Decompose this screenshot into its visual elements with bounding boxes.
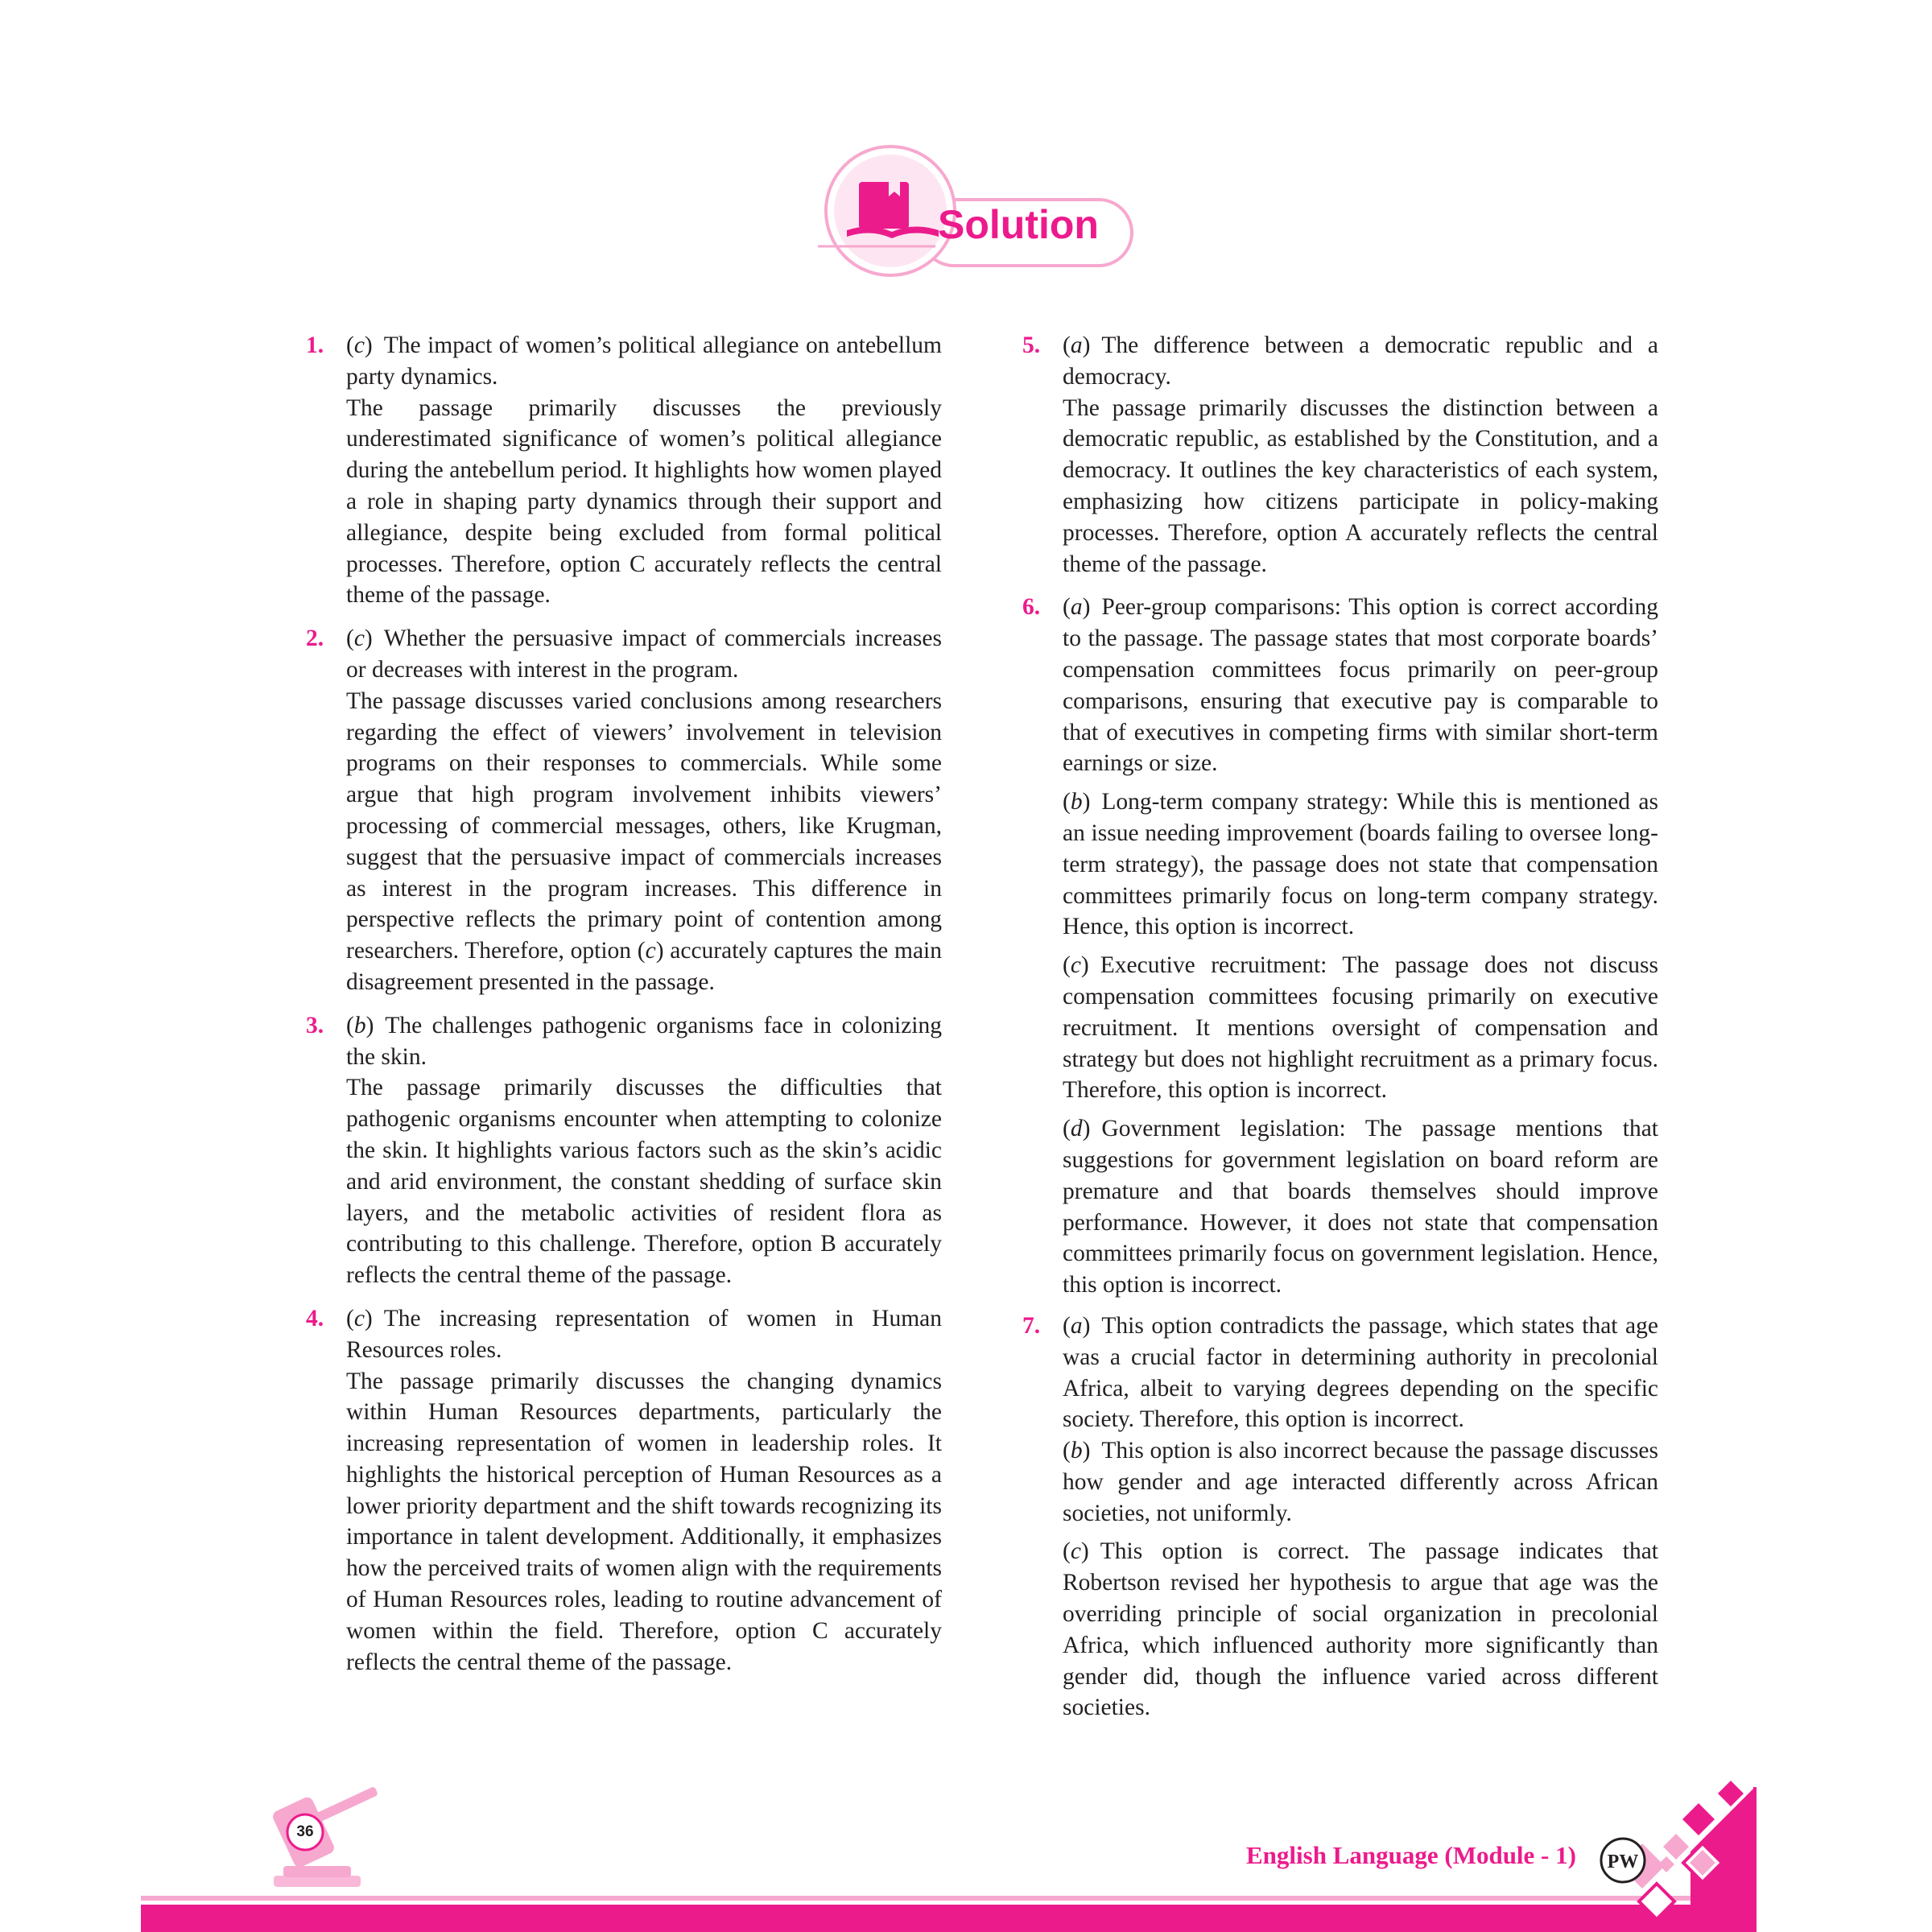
answer-text: The challenges pathogenic organisms face in colonizing the skin. — [346, 1012, 942, 1070]
solution-5: 5. (a) The difference between a democratic republic and a democracy. The passage primarily discusses the distinction between a democratic republic, as established by the Constitution, and a democracy. It outlines the key characteristics of each system, emphasizing how citizens participate in policy-making processes. Therefore, option A accurately reflects the central theme of the passage. — [1022, 330, 1658, 580]
solution-2: 2. (c) Whether the persuasive impact of commercials increases or decreases with interest in the program. The passage discusses varied conclusions among researchers regarding the effect of viewers’ involvement in television programs on their responses to commercials. While some argue that high program involvement inhibits viewers’ processing of commercial messages, others, like Krugman, suggest that the persuasive impact of commercials increases as interest in the program increases. This difference in perspective reflects the primary point of contention among researchers. Therefore, option (c) accurately captures the main disagreement presented in the passage. — [306, 623, 942, 998]
option-c: (c) This option is correct. The passage indicates that Robertson revised her hypothesis to argue that age was the overriding principle of social organization in precolonial Africa, which influenced authority more significantly than gender did, though the influence varied across different societies. — [1063, 1538, 1658, 1721]
right-column — [1022, 330, 1658, 1736]
solution-number: 1. — [306, 332, 324, 358]
option-d: (d) Government legislation: The passage mentions that suggestions for government legislation on board reform are premature and that boards themselves should improve performance. However, it does not state that compensation committees primarily focus on government legislation. Hence, this option is incorrect. — [1063, 1116, 1658, 1298]
solution-6 — [1022, 592, 1658, 1301]
solution-4: 4. (c) The increasing representation of women in Human Resources roles. The passage primarily discusses the changing dynamics within Human Resources departments, particularly the increasing representation of women in leadership roles. It highlights the historical perception of Human Resources as a lower priority department and the shift towards recognizing its importance in talent development. Additionally, it emphasizes how the perceived traits of women align with the requirements of Human Resources roles, leading to routine advancement of women within the field. Therefore, option C accurately reflects the central theme of the passage. — [306, 1303, 942, 1678]
answer-letter: b — [353, 1012, 366, 1038]
pw-logo-icon — [1600, 1837, 1646, 1884]
answer-letter: c — [353, 625, 365, 652]
option-a: (a) This option contradicts the passage, which states that age was a crucial factor in determining authority in precolonial Africa, albeit to varying degrees depending on the specific society. Therefore, this option is incorrect. — [1063, 1312, 1658, 1433]
option-c: (c) Executive recruitment: The passage does not discuss compensation committees focusing primarily on executive recruitment. It mentions oversight of compensation and strategy but does not highlight recruitment as a primary focus. Therefore, this option is incorrect. — [1063, 952, 1658, 1104]
solution-1: 1. (c) The impact of women’s political allegiance on antebellum party dynamics. The passage primarily discusses the previously underestimated significance of women’s political allegiance during the antebellum period. It highlights how women played a role in shaping party dynamics through their support and allegiance, despite being excluded from formal political processes. Therefore, option C accurately reflects the central theme of the passage. — [306, 330, 942, 611]
solution-number: 3. — [306, 1012, 324, 1038]
answer-letter: a — [1070, 332, 1083, 358]
option-a: (a) Peer-group comparisons: This option is correct according to the passage. The passage states that most corporate boards’ compensation committees focus primarily on peer-group comparisons, ensuring that executive pay is comparable to that of executives in competing firms with similar short-term earnings or size. — [1063, 594, 1658, 777]
pw-logo-text: PW — [1607, 1852, 1639, 1872]
explanation: The passage primarily discusses the distinction between a democratic republic, as established by the Constitution, and a democracy. It outlines the key characteristics of each system, emphasizing how citizens participate in policy-making processes. Therefore, option A accurately reflects the central theme of the passage. — [1063, 394, 1658, 577]
page-number: 36 — [296, 1823, 314, 1840]
answer-text: The increasing representation of women in Human Resources roles. — [346, 1305, 942, 1363]
solution-7 — [1022, 1311, 1658, 1724]
explanation: The passage primarily discusses the difficulties that pathogenic organisms encounter when attempting to colonize the skin. It highlights various factors such as the skin’s acidic and arid environment, the constant shedding of surface skin layers, and the metabolic activities of resident flora as contributing to this challenge. Therefore, option B accurately reflects the central theme of the passage. — [346, 1075, 942, 1289]
page-title: Solution — [938, 202, 1099, 247]
solution-number: 5. — [1022, 332, 1041, 358]
explanation: The passage primarily discusses the changing dynamics within Human Resources departments, particularly the increasing representation of women in leadership roles. It highlights the historical perception of Human Resources as a lower priority department and the shift towards recognizing its importance in talent development. Additionally, it emphasizes how the perceived traits of women align with the requirements of Human Resources roles, leading to routine advancement of women within the field. Therefore, option C accurately reflects the central theme of the passage. — [346, 1368, 942, 1675]
solution-number: 2. — [306, 625, 324, 652]
book-title: English Language (Module - 1) — [1246, 1841, 1576, 1869]
solution-3: 3. (b) The challenges pathogenic organisms face in colonizing the skin. The passage primarily discusses the difficulties that pathogenic organisms encounter when attempting to colonize the skin. It highlights various factors such as the skin’s acidic and arid environment, the constant shedding of surface skin layers, and the metabolic activities of resident flora as contributing to this challenge. Therefore, option B accurately reflects the central theme of the passage. — [306, 1010, 942, 1291]
solution-number: 6. — [1022, 594, 1041, 621]
answer-letter: c — [353, 1305, 365, 1331]
answer-text: The difference between a democratic republic and a democracy. — [1063, 332, 1658, 390]
option-b: (b) Long-term company strategy: While this is mentioned as an issue needing improvement (boards failing to oversee long-term strategy), the passage does not state that compensation committees primarily focus on long-term company strategy. Hence, this option is incorrect. — [1063, 789, 1658, 940]
answer-text: The impact of women’s political allegiance on antebellum party dynamics. — [346, 332, 942, 390]
left-column — [306, 330, 942, 1690]
option-b: (b) This option is also incorrect because the passage discusses how gender and age interacted differently across African societies, not uniformly. — [1063, 1438, 1658, 1526]
answer-letter: c — [353, 332, 365, 358]
answer-text: Whether the persuasive impact of commercials increases or decreases with interest in the program. — [346, 625, 942, 683]
solution-number: 7. — [1022, 1312, 1041, 1339]
explanation: The passage discusses varied conclusions among researchers regarding the effect of viewers’ involvement in television programs on their responses to commercials. While some argue that high program involvement inhibits viewers’ processing of commercial messages, others, like Krugman, suggest that the persuasive impact of commercials increases as interest in the program increases. This difference in perspective reflects the primary point of contention among researchers. Therefore, option (c) accurately captures the main disagreement presented in the passage. — [346, 687, 942, 995]
explanation: The passage primarily discusses the previously underestimated significance of women’s political allegiance during the antebellum period. It highlights how women played a role in shaping party dynamics through their support and allegiance, despite being excluded from formal political processes. Therefore, option C accurately reflects the central theme of the passage. — [346, 394, 942, 609]
solution-number: 4. — [306, 1305, 324, 1331]
